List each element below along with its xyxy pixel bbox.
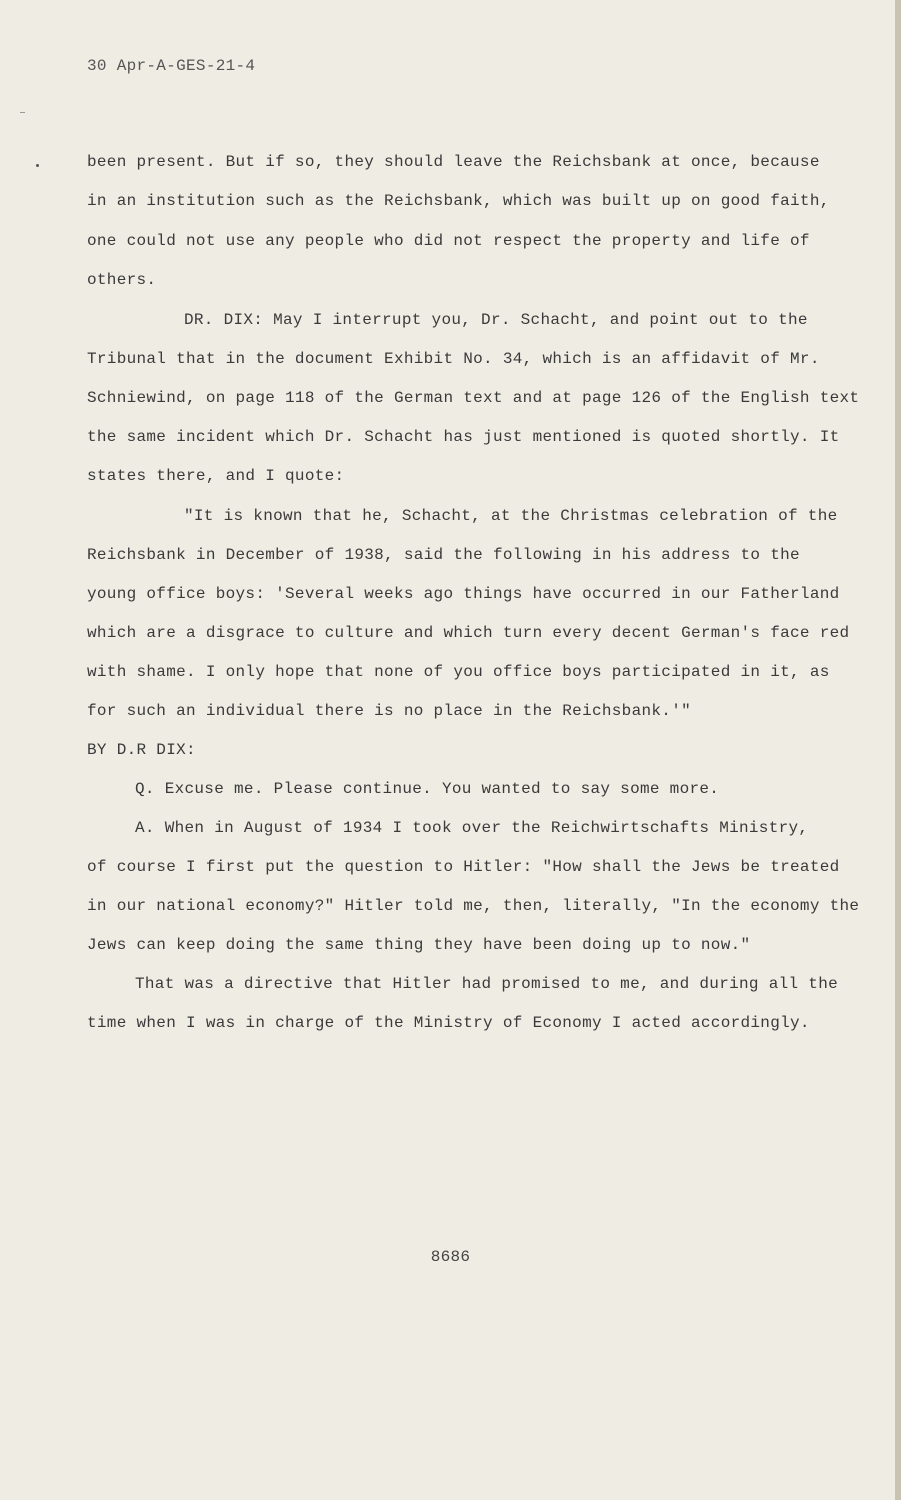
page-number: 8686 bbox=[430, 1248, 471, 1266]
text-line: the same incident which Dr. Schacht has just mentioned is quoted shortly. It bbox=[87, 428, 840, 446]
quote-line: which are a disgrace to culture and which turn every decent German's face red bbox=[87, 624, 850, 642]
text-line: others. bbox=[87, 271, 157, 289]
quote-line: for such an individual there is no place in the Reichsbank.'" bbox=[87, 702, 691, 720]
quote-line: "It is known that he, Schacht, at the Christmas celebration of the bbox=[184, 507, 838, 525]
answer-line: in our national economy?" Hitler told me, then, literally, "In the economy the bbox=[87, 897, 860, 915]
margin-dot bbox=[36, 164, 39, 167]
text-line: in an institution such as the Reichsbank, which was built up on good faith, bbox=[87, 192, 830, 210]
answer-line: That was a directive that Hitler had promised to me, and during all the bbox=[135, 975, 839, 993]
text-line: Schniewind, on page 118 of the German text and at page 126 of the English text bbox=[87, 389, 860, 407]
quote-line: young office boys: 'Several weeks ago things have occurred in our Fatherland bbox=[87, 585, 840, 603]
text-line: DR. DIX: May I interrupt you, Dr. Schacht, and point out to the bbox=[184, 311, 808, 329]
question-line: Q. Excuse me. Please continue. You wanted to say some more. bbox=[135, 780, 720, 798]
text-line: been present. But if so, they should leave the Reichsbank at once, because bbox=[87, 153, 820, 171]
text-line: Tribunal that in the document Exhibit No. 34, which is an affidavit of Mr. bbox=[87, 350, 820, 368]
quote-line: Reichsbank in December of 1938, said the following in his address to the bbox=[87, 546, 800, 564]
answer-line: time when I was in charge of the Ministry of Economy I acted accordingly. bbox=[87, 1014, 810, 1032]
speaker-heading: BY D.R DIX: bbox=[87, 741, 196, 759]
answer-line: A. When in August of 1934 I took over the Reichwirtschafts Ministry, bbox=[135, 819, 809, 837]
text-line: states there, and I quote: bbox=[87, 467, 345, 485]
text-line: one could not use any people who did not respect the property and life of bbox=[87, 232, 810, 250]
answer-line: of course I first put the question to Hitler: "How shall the Jews be treated bbox=[87, 858, 840, 876]
quote-line: with shame. I only hope that none of you office boys participated in it, as bbox=[87, 663, 830, 681]
document-id: 30 Apr-A-GES-21-4 bbox=[87, 57, 256, 75]
margin-mark bbox=[20, 112, 25, 113]
answer-line: Jews can keep doing the same thing they have been doing up to now." bbox=[87, 936, 751, 954]
